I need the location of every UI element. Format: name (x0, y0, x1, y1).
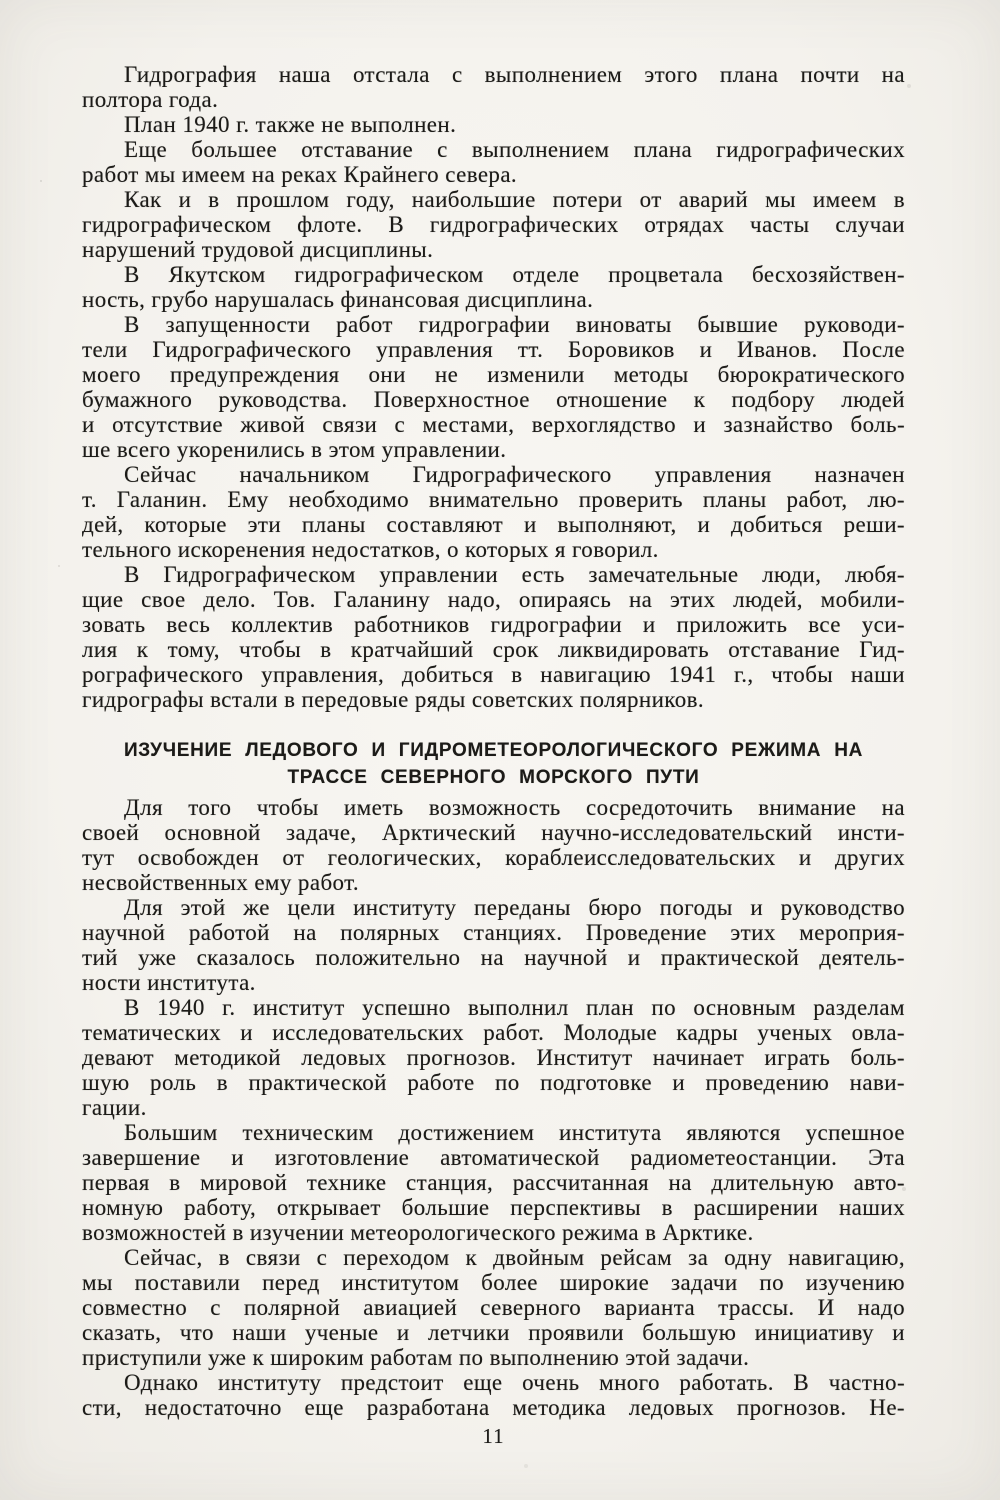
text-line: дей, которые эти планы составляют и выполняют, и добиться реши- (82, 512, 905, 537)
paragraph (82, 995, 905, 1120)
text-line: первая в мировой технике станция, рассчитанная на длительную авто- (82, 1170, 905, 1195)
paragraph (82, 562, 905, 712)
text-line: тут освобожден от геологических, кораблеисследовательских и других (82, 845, 905, 870)
paragraph (82, 262, 905, 312)
scan-noise-specks (40, 180, 42, 182)
text-line: научной работой на полярных станциях. Проведение этих мероприя- (82, 920, 905, 945)
text-line: зовать весь коллектив работников гидрографии и приложить все уси- (82, 612, 905, 637)
paragraph (82, 62, 905, 112)
section-heading-line: ТРАССЕ СЕВЕРНОГО МОРСКОГО ПУТИ (287, 767, 700, 788)
text-line: тематических и исследовательских работ. Молодые кадры ученых овла- (82, 1020, 905, 1045)
text-line: Однако институту предстоит еще очень много работать. В частно- (124, 1370, 905, 1395)
text-line: ше всего укоренились в этом управлении. (82, 437, 507, 462)
text-line: приступили уже к широким работам по выполнению этой задачи. (82, 1345, 750, 1370)
text-line: Большим техническим достижением института являются успешное (124, 1120, 905, 1145)
text-line: Еще большее отставание с выполнением плана гидрографических (124, 137, 905, 162)
page-number: 11 (482, 1424, 505, 1448)
text-line: т. Галанин. Ему необходимо внимательно проверить планы работ, лю- (82, 487, 905, 512)
text-line: В запущенности работ гидрографии виноваты бывшие руководи- (124, 312, 905, 337)
paragraph (82, 187, 905, 262)
paragraph (82, 795, 905, 895)
text-line: Как и в прошлом году, наибольшие потери от аварий мы имеем в (124, 187, 905, 212)
text-line: ности института. (82, 970, 256, 995)
text-line: Гидрография наша отстала с выполнением этого плана почти на (124, 62, 905, 87)
text-line: сказать, что наши ученые и летчики проявили большую инициативу и (82, 1320, 905, 1345)
text-line: ность, грубо нарушалась финансовая дисциплина. (82, 287, 594, 312)
text-line: тели Гидрографического управления тт. Боровиков и Иванов. После (82, 337, 905, 362)
paragraph (82, 137, 905, 187)
paragraph (82, 1370, 905, 1420)
text-line: План 1940 г. также не выполнен. (124, 112, 457, 137)
text-line: мы поставили перед институтом более широкие задачи по изучению (82, 1270, 905, 1295)
text-line: тельного искоренения недостатков, о которых я говорил. (82, 537, 659, 562)
text-line: возможностей в изучении метеорологического режима в Арктике. (82, 1220, 754, 1245)
text-line: В Якутском гидрографическом отделе процветала бесхозяйствен- (124, 262, 905, 287)
text-line: гации. (82, 1095, 147, 1120)
text-line: гидрографическом флоте. В гидрографических отрядах часты случаи (82, 212, 905, 237)
paragraph (82, 312, 905, 462)
text-line: шую роль в практической работе по подготовке и проведению нави- (82, 1070, 905, 1095)
text-line: бумажного руководства. Поверхностное отношение к подбору людей (82, 387, 905, 412)
text-line: номную работу, открывает большие перспективы в расширении наших (82, 1195, 905, 1220)
text-line: лия к тому, чтобы в кратчайший срок ликвидировать отставание Гид- (82, 637, 905, 662)
text-column (82, 62, 905, 1420)
text-line: В Гидрографическом управлении есть замечательные люди, любя- (124, 562, 905, 587)
text-line: своей основной задаче, Арктический научно-исследовательский инсти- (82, 820, 905, 845)
text-line: нарушений трудовой дисциплины. (82, 237, 434, 262)
text-line: Для того чтобы иметь возможность сосредоточить внимание на (124, 795, 905, 820)
text-line: щие свое дело. Тов. Галанину надо, опираясь на этих людей, мобили- (82, 587, 905, 612)
section-heading-line: ИЗУЧЕНИЕ ЛЕДОВОГО И ГИДРОМЕТЕОРОЛОГИЧЕСКОГО РЕЖИМА НА (123, 740, 864, 761)
text-line: сти, недостаточно еще разработана методика ледовых прогнозов. Не- (82, 1395, 905, 1420)
section-heading (82, 737, 905, 791)
text-line: несвойственных ему работ. (82, 870, 360, 895)
text-line: и отсутствие живой связи с местами, верхоглядство и зазнайство боль- (82, 412, 905, 437)
text-line: рографического управления, добиться в навигацию 1941 г., чтобы наши (82, 662, 905, 687)
paragraph (82, 895, 905, 995)
paragraph (82, 462, 905, 562)
text-line: Сейчас, в связи с переходом к двойным рейсам за одну навигацию, (124, 1245, 905, 1270)
text-line: моего предупреждения они не изменили методы бюрократического (82, 362, 905, 387)
text-line: тий уже сказалось положительно на научной и практической деятель- (82, 945, 905, 970)
text-line: Для этой же цели институту переданы бюро погоды и руководство (124, 895, 905, 920)
text-line: Сейчас начальником Гидрографического управления назначен (124, 462, 905, 487)
text-line: работ мы имеем на реках Крайнего севера. (82, 162, 518, 187)
paragraph (82, 112, 905, 137)
text-line: гидрографы встали в передовые ряды советских полярников. (82, 687, 705, 712)
text-line: В 1940 г. институт успешно выполнил план по основным разделам (124, 995, 905, 1020)
paragraph (82, 1245, 905, 1370)
text-line: полтора года. (82, 87, 219, 112)
text-line: завершение и изготовление автоматической радиометеостанции. Эта (82, 1145, 905, 1170)
paragraph (82, 1120, 905, 1245)
text-line: совместно с полярной авиацией северного варианта трассы. И надо (82, 1295, 905, 1320)
text-line: девают методикой ледовых прогнозов. Институт начинает играть боль- (82, 1045, 905, 1070)
